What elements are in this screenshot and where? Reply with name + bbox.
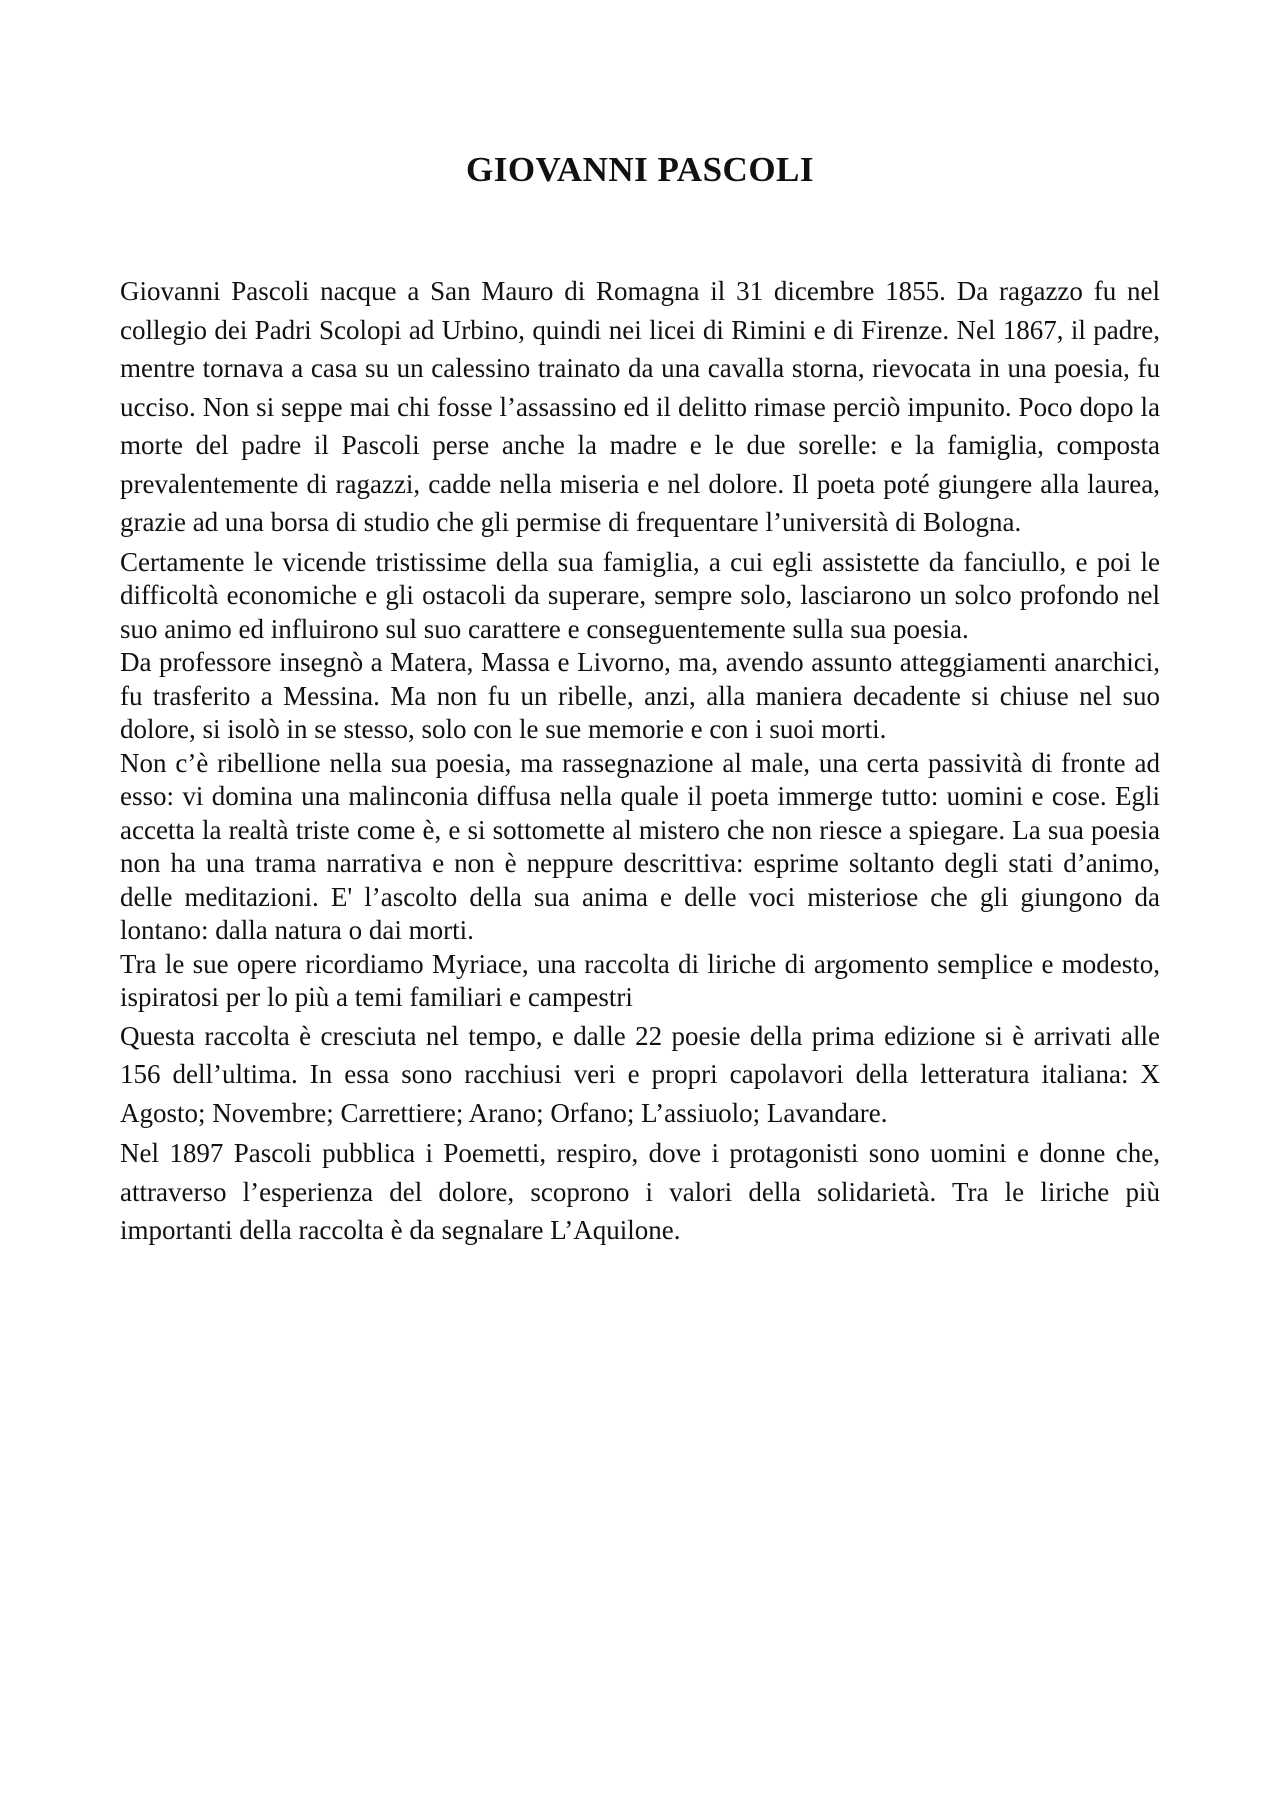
paragraph-poemetti: Nel 1897 Pascoli pubblica i Poemetti, respiro, dove i protagonisti sono uomini e donne che, attraverso l’esperienza del dolore, scoprono i valori della solidarietà. Tra le liriche più importanti della raccolta è da segnalare L’Aquilone. — [120, 1138, 1160, 1245]
paragraph-myricae: Tra le sue opere ricordiamo Myriace, una raccolta di liriche di argomento semplice e modesto, ispiratosi per lo più a temi familiari e campestri — [120, 948, 1160, 1012]
paragraph-collection-growth: Questa raccolta è cresciuta nel tempo, e dalle 22 poesie della prima edizione si è arrivati alle 156 dell’ultima. In essa sono racchiusi veri e propri capolavori della letteratura italiana: X Agosto; Novembre; Carrettiere; Arano; Orfano; L’assiuolo; Lavandare. — [120, 1020, 1160, 1128]
paragraph-family-events: Certamente le vicende tristissime della sua famiglia, a cui egli assistette da fanciullo, e poi le difficoltà economiche e gli ostacoli da superare, sempre solo, lasciarono un solco profondo nel suo animo ed influirono sul suo carattere e conseguentemente sulla sua poesia. — [120, 546, 1160, 644]
paragraph-biography: Giovanni Pascoli nacque a San Mauro di Romagna il 31 dicembre 1855. Da ragazzo fu nel collegio dei Padri Scolopi ad Urbino, quindi nei licei di Rimini e di Firenze. Nel 1867, il padre, mentre tornava a casa su un calessino trainato da una cavalla storna, rievocata in una poesia, fu ucciso. Non si seppe mai chi fosse l’assassino ed il delitto rimase perciò impunito. Poco dopo la morte del padre il Pascoli perse anche la madre e le due sorelle: e la famiglia, composta prevalentemente di ragazzi, cadde nella miseria e nel dolore. Il poeta poté giungere alla laurea, grazie ad una borsa di studio che gli permise di frequentare l’università di Bologna. — [120, 276, 1160, 537]
paragraph-teaching: Da professore insegnò a Matera, Massa e Livorno, ma, avendo assunto atteggiamenti anarchici, fu trasferito a Messina. Ma non fu un ribelle, anzi, alla maniera decadente si chiuse nel suo dolore, si isolò in se stesso, solo con le sue memorie e con i suoi morti. — [120, 647, 1160, 744]
document-title: GIOVANNI PASCOLI — [465, 150, 815, 189]
document-body — [120, 272, 1160, 1250]
paragraph-poetry: Non c’è ribellione nella sua poesia, ma rassegnazione al male, una certa passività di fronte ad esso: vi domina una malinconia diffusa nella quale il poeta immerge tutto: uomini e cose. Egli accetta la realtà triste come è, e si sottomette al mistero che non riesce a spiegare. La sua poesia non ha una trama narrativa e non è neppure descrittiva: esprime soltanto degli stati d’animo, delle meditazioni. E' l’ascolto della sua anima e delle voci misteriose che gli giungono da lontano: dalla natura o dai morti. — [120, 747, 1160, 945]
